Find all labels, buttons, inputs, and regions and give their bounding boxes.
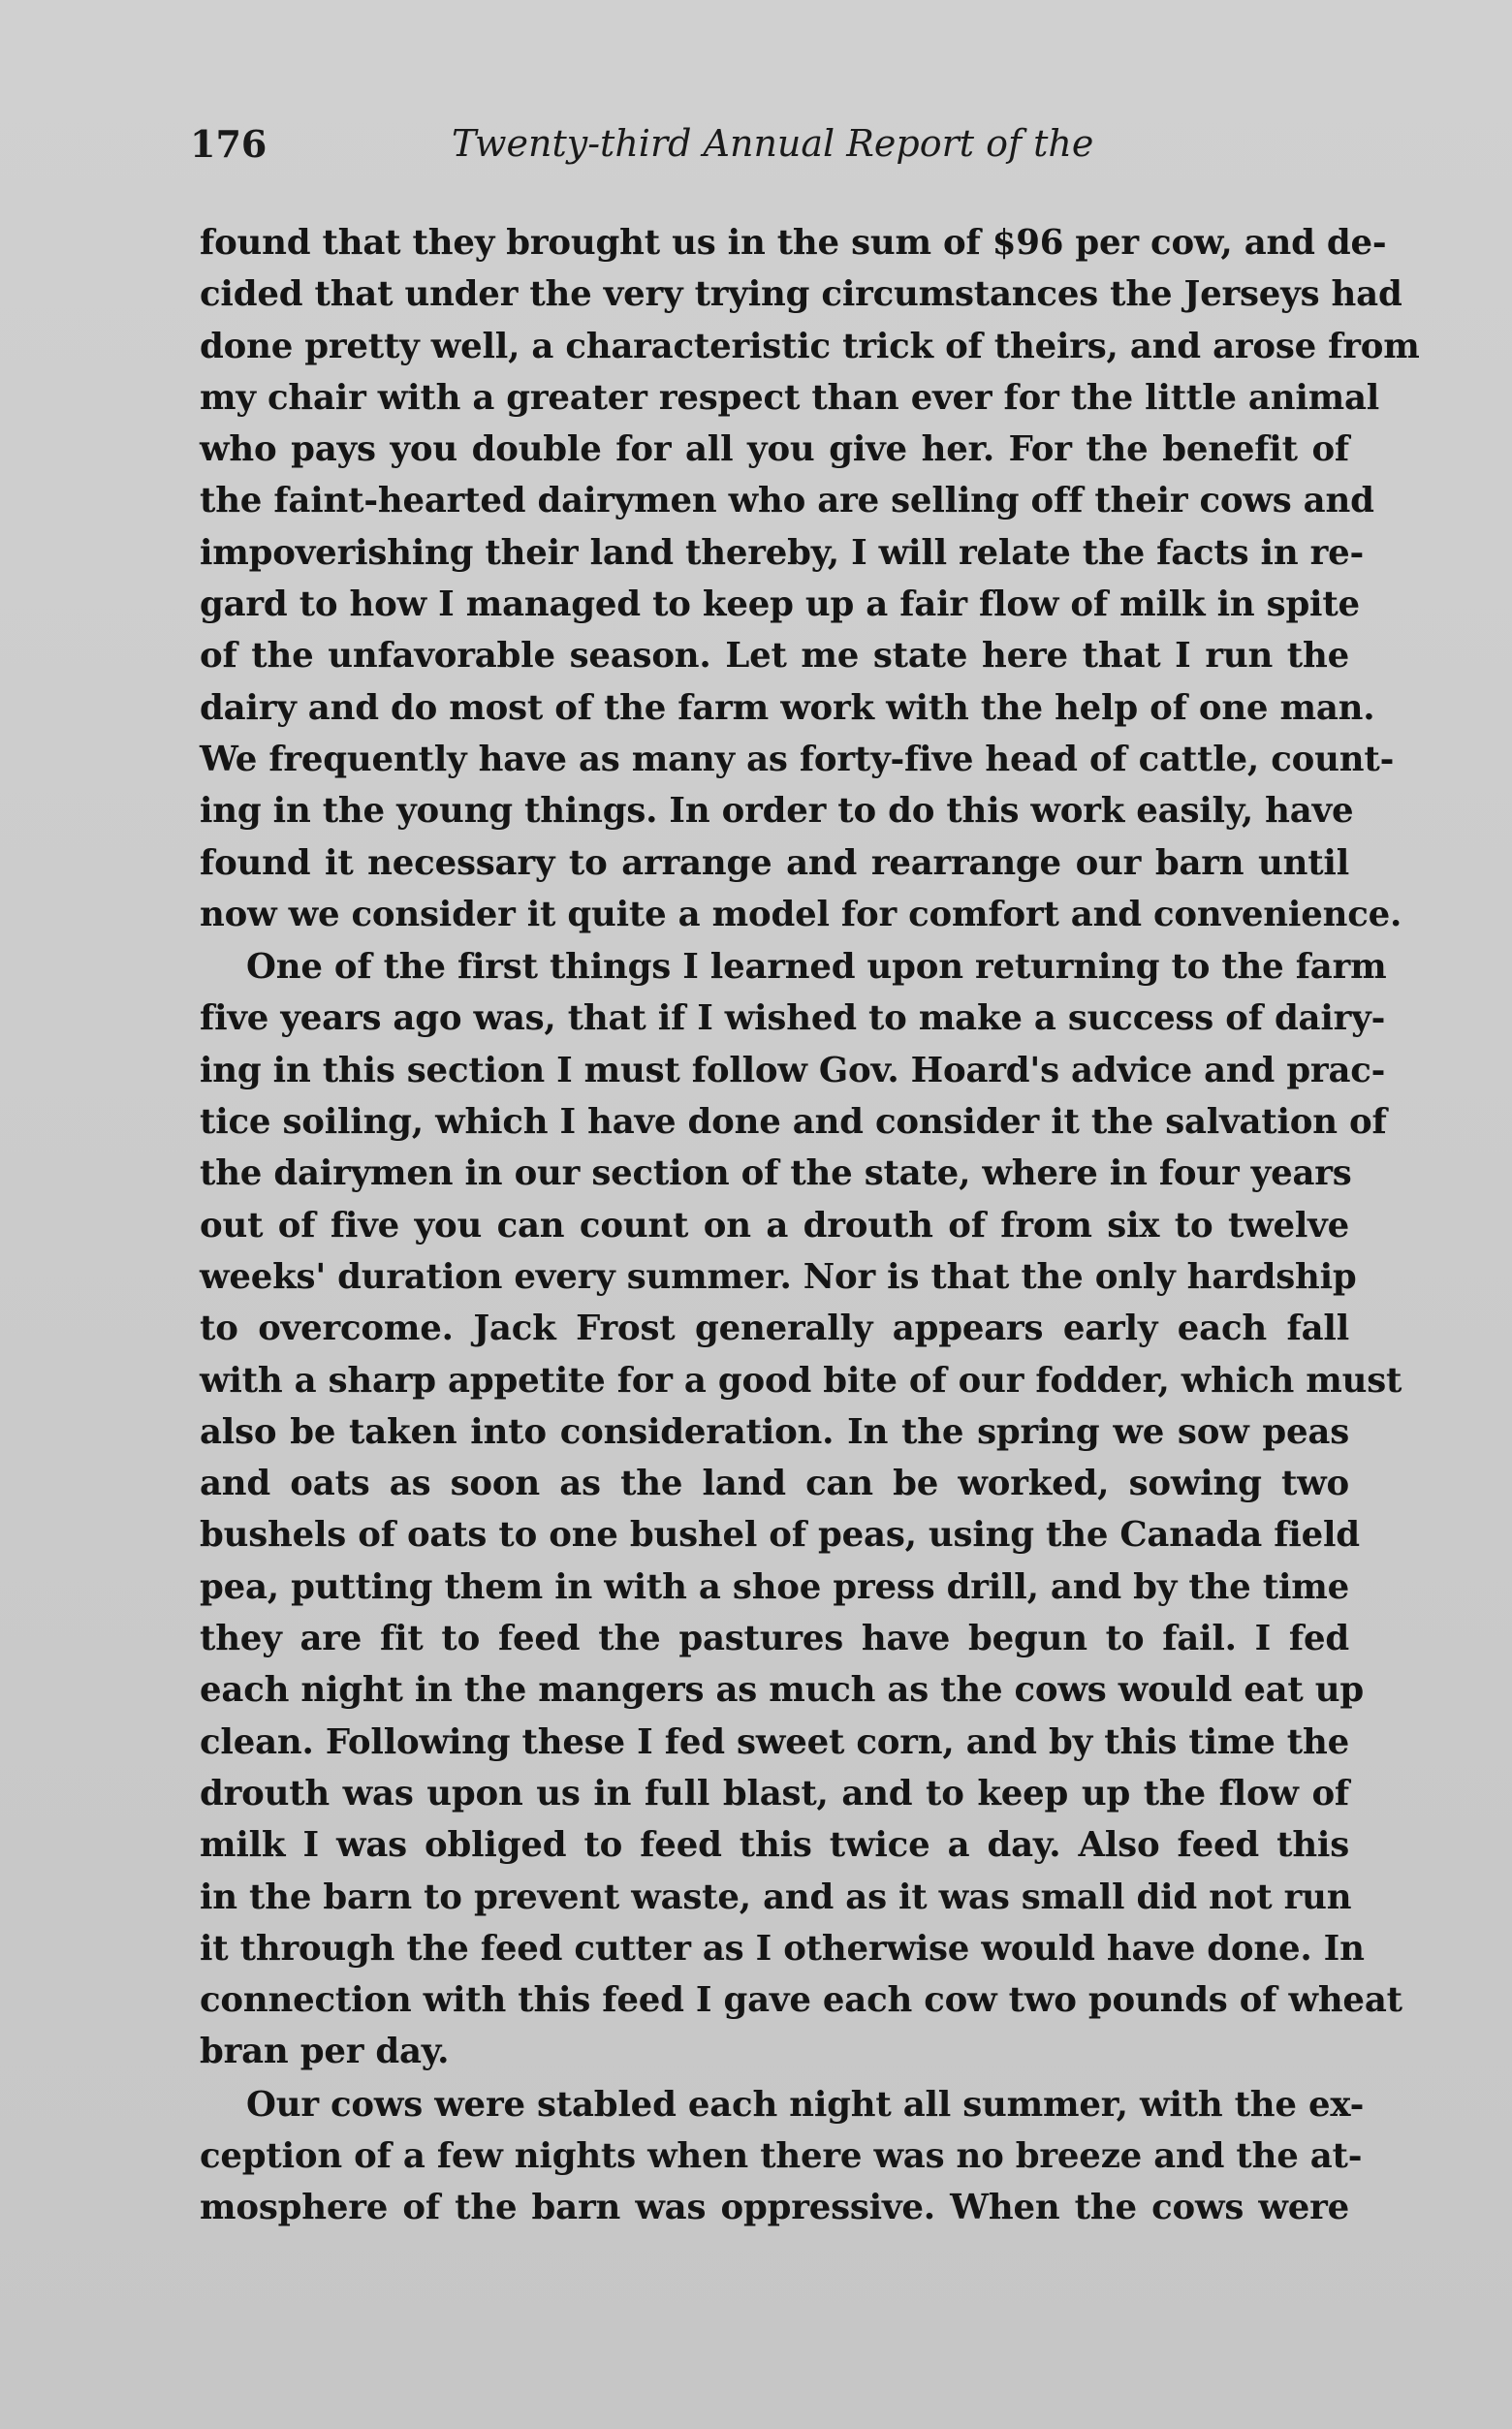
text-line: impoverishing their land thereby, I will relate the facts in re-	[200, 532, 1365, 573]
text-line: the dairymen in our section of the state, where in four years	[200, 1153, 1352, 1194]
text-line: ception of a few nights when there was no breeze and the at-	[200, 2135, 1363, 2176]
paragraph-2	[200, 941, 1402, 2078]
paragraph-3	[200, 2079, 1365, 2234]
text-line: also be taken into consideration. In the spring we sow peas	[200, 1411, 1349, 1452]
text-line: cided that under the very trying circumstances the Jerseys had	[200, 274, 1402, 315]
text-line: with a sharp appetite for a good bite of our fodder, which must	[200, 1360, 1402, 1401]
text-line: milk I was obliged to feed this twice a day. Also feed this	[200, 1825, 1349, 1866]
text-line: We frequently have as many as forty-five head of cattle, count-	[200, 739, 1395, 779]
text-line: out of five you can count on a drouth of from six to twelve	[200, 1205, 1349, 1246]
text-line: tice soiling, which I have done and consider it the salvation of	[200, 1102, 1387, 1143]
text-line: connection with this feed I gave each cow two pounds of wheat	[200, 1980, 1402, 2021]
text-line: clean. Following these I fed sweet corn, and by this time the	[200, 1721, 1349, 1762]
text-line: now we consider it quite a model for comfort and convenience.	[200, 894, 1402, 934]
body-text	[200, 217, 1420, 2234]
text-line: drouth was upon us in full blast, and to keep up the flow of	[200, 1773, 1349, 1814]
text-line: the faint-hearted dairymen who are selling off their cows and	[200, 481, 1374, 521]
text-line: Our cows were stabled each night all summer, with the ex-	[246, 2084, 1365, 2125]
text-line: found it necessary to arrange and rearrange our barn until	[200, 842, 1349, 883]
text-line: mosphere of the barn was oppressive. When the cows were	[200, 2188, 1349, 2228]
text-line: five years ago was, that if I wished to make a success of dairy-	[200, 998, 1386, 1039]
text-line: gard to how I managed to keep up a fair flow of milk in spite	[200, 584, 1360, 625]
text-line: and oats as soon as the land can be worked, sowing two	[200, 1464, 1349, 1504]
text-line: ing in this section I must follow Gov. Hoard's advice and prac-	[200, 1050, 1386, 1090]
text-line: it through the feed cutter as I otherwise would have done. In	[200, 1928, 1365, 1969]
running-head: Twenty-third Annual Report of the	[452, 122, 1094, 165]
paragraph-1	[200, 217, 1420, 940]
text-line: ing in the young things. In order to do this work easily, have	[200, 791, 1354, 832]
text-line: each night in the mangers as much as the cows would eat up	[200, 1670, 1364, 1711]
text-line: who pays you double for all you give her. For the benefit of	[200, 429, 1349, 470]
text-line: dairy and do most of the farm work with the help of one man.	[200, 687, 1375, 728]
text-line: bran per day.	[200, 2032, 450, 2072]
text-line: in the barn to prevent waste, and as it was small did not run	[200, 1877, 1352, 1917]
text-line: they are fit to feed the pastures have begun to fail. I fed	[200, 1619, 1349, 1659]
text-line: found that they brought us in the sum of $96 per cow, and de-	[200, 223, 1387, 263]
text-line: bushels of oats to one bushel of peas, using the Canada field	[200, 1515, 1360, 1556]
page-header	[190, 122, 1353, 180]
text-line: One of the first things I learned upon returning to the farm	[246, 947, 1387, 988]
text-line: my chair with a greater respect than ever for the little animal	[200, 377, 1380, 418]
page-number: 176	[190, 122, 268, 166]
text-line: to overcome. Jack Frost generally appears early each fall	[200, 1309, 1349, 1349]
text-line: pea, putting them in with a shoe press drill, and by the time	[200, 1566, 1349, 1607]
text-line: of the unfavorable season. Let me state here that I run the	[200, 636, 1349, 677]
text-line: weeks' duration every summer. Nor is that the only hardship	[200, 1256, 1357, 1297]
text-line: done pretty well, a characteristic trick of theirs, and arose from	[200, 326, 1420, 366]
